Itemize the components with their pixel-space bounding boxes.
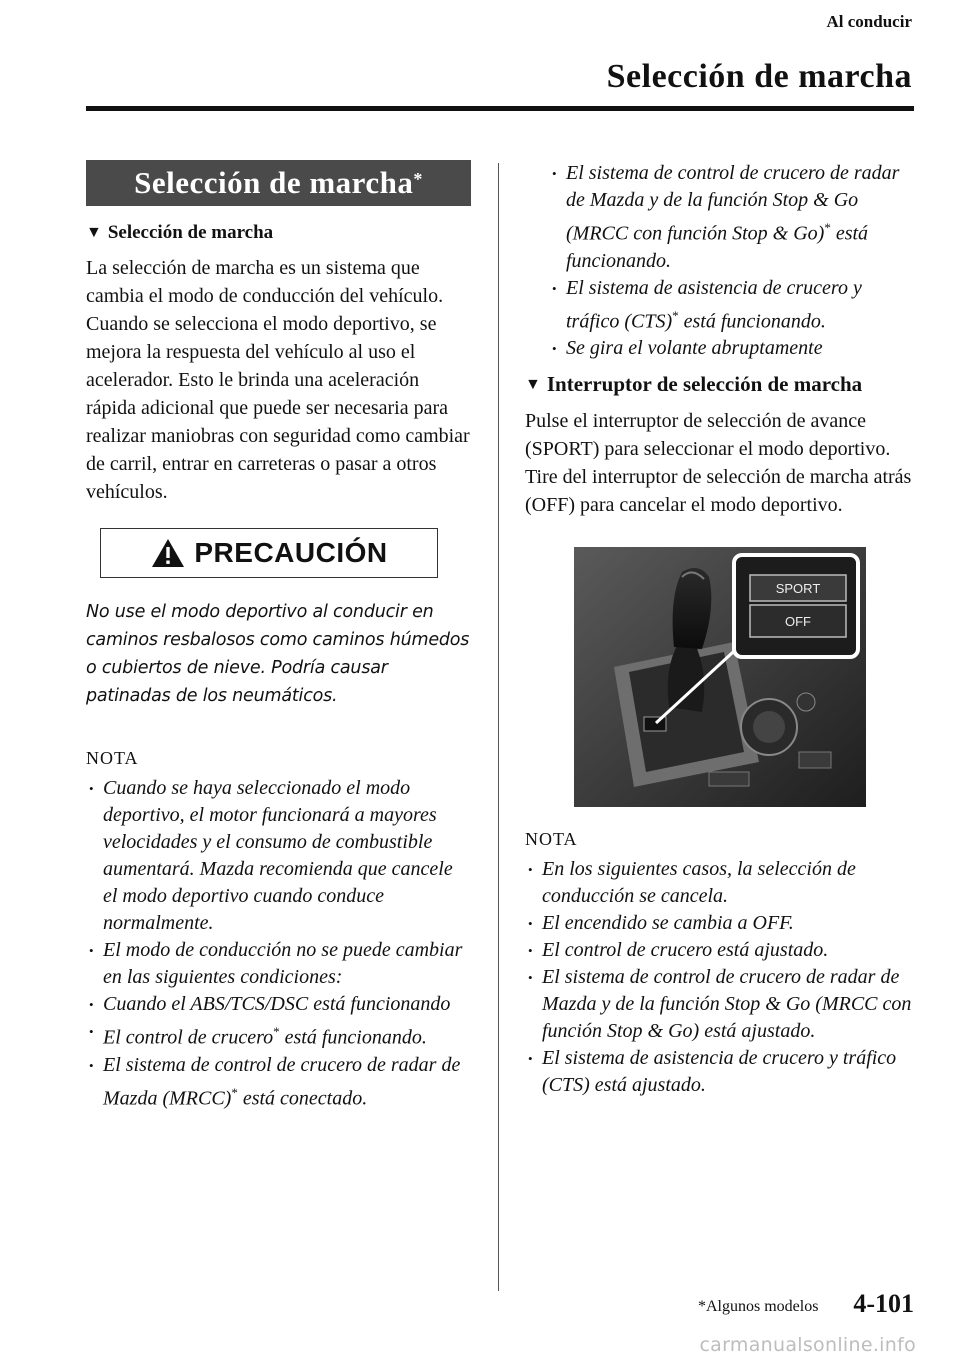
nota-list-left (86, 775, 471, 991)
section-banner-title: Selección de marcha (134, 165, 414, 200)
list-item: • El modo de conducción no se puede cambiar en las siguientes condiciones: (86, 937, 471, 991)
caution-text: No use el modo deportivo al conducir en caminos resbalosos como caminos húmedos o cubiertos de nieve. Podría causar patinadas de los neumáticos. (86, 602, 470, 706)
asterisk-mark: * (273, 1024, 280, 1039)
nota-label-left: NOTA (86, 748, 139, 768)
caution-label: PRECAUCIÓN (194, 537, 388, 568)
section-banner (86, 160, 471, 206)
cancel-conditions-sublist (525, 910, 915, 1099)
list-item: • El sistema de asistencia de crucero y tráfico (CTS)* está funcionando. (549, 275, 915, 336)
nota-label-right: NOTA (525, 829, 578, 850)
asterisk-mark: * (413, 168, 423, 189)
list-item: • Cuando el ABS/TCS/DSC está funcionando (86, 991, 471, 1018)
list-item: • El sistema de asistencia de crucero y tráfico (CTS) está ajustado. (525, 1045, 915, 1099)
intro-paragraph: La selección de marcha es un sistema que cambia el modo de conducción del vehículo. Cuando se selecciona el modo deportivo, se mejora la respuesta del vehículo al uso el acelerador. Esto le brinda una aceleración rápida adicional que puede ser necesaria para realizar maniobras con seguridad como cambiar de carril, entrar en carreteras o pasar a otros vehículos. (86, 257, 470, 503)
right-column (525, 160, 915, 1099)
list-item: • El sistema de control de crucero de radar de Mazda (MRCC)* está conectado. (86, 1052, 471, 1113)
off-label: OFF (785, 614, 811, 630)
warning-triangle-icon (150, 537, 186, 569)
list-item: • En los siguientes casos, la selección de conducción se cancela. (525, 856, 915, 910)
volume-knob (797, 693, 815, 711)
condition-sublist (86, 991, 471, 1112)
subhead-label: Selección de marcha (107, 222, 274, 243)
condition-sublist-continued (549, 160, 915, 362)
header-section-label: Al conducir (826, 12, 912, 31)
column-divider (498, 163, 499, 1291)
commander-knob-center (753, 711, 785, 743)
shift-console-photo (574, 547, 866, 807)
header-rule (86, 106, 914, 111)
list-item: • Se gira el volante abruptamente (549, 335, 915, 362)
subhead-interruptor (525, 372, 915, 397)
asterisk-mark: * (231, 1084, 238, 1100)
caution-box (100, 528, 438, 578)
list-item: • El control de crucero* está funcionando. (86, 1018, 471, 1052)
switch-paragraph-2: Tire del interruptor de selección de marcha atrás (OFF) para cancelar el modo deportivo. (525, 466, 912, 517)
list-item: • El sistema de control de crucero de radar de Mazda y de la función Stop & Go (MRCC con función Stop & Go) está ajustado. (525, 964, 915, 1045)
header-title: Selección de marcha (606, 58, 912, 95)
list-item: • El control de crucero está ajustado. (525, 937, 915, 964)
sport-switch-small (644, 717, 666, 731)
subhead-seleccion (86, 222, 471, 244)
console-button (709, 772, 749, 786)
console-button (799, 752, 831, 768)
list-item: • El sistema de control de crucero de radar de Mazda y de la función Stop & Go (MRCC con función Stop & Go)* está funcionando. (549, 160, 915, 275)
triangle-down-icon: ▼ (525, 375, 541, 393)
footer-note: *Algunos modelos (698, 1298, 819, 1315)
list-item: • El encendido se cambia a OFF. (525, 910, 915, 937)
nota-list-right (525, 856, 915, 910)
sport-label: SPORT (775, 581, 821, 597)
triangle-down-icon: ▼ (86, 224, 102, 241)
watermark: carmanualsonline.info (699, 1334, 916, 1356)
list-item: • Cuando se haya seleccionado el modo deportivo, el motor funcionará a mayores velocidades y el consumo de combustible aumentará. Mazda recomienda que cancele el modo deportivo cuando conduce normalmente. (86, 775, 471, 937)
switch-paragraph-1: Pulse el interruptor de selección de avance (SPORT) para seleccionar el modo deportivo. (525, 410, 891, 461)
left-column (86, 160, 471, 1112)
page-number: 4-101 (853, 1289, 914, 1318)
asterisk-mark: * (824, 220, 831, 235)
asterisk-mark: * (672, 307, 679, 323)
subhead-label: Interruptor de selección de marcha (546, 372, 863, 397)
